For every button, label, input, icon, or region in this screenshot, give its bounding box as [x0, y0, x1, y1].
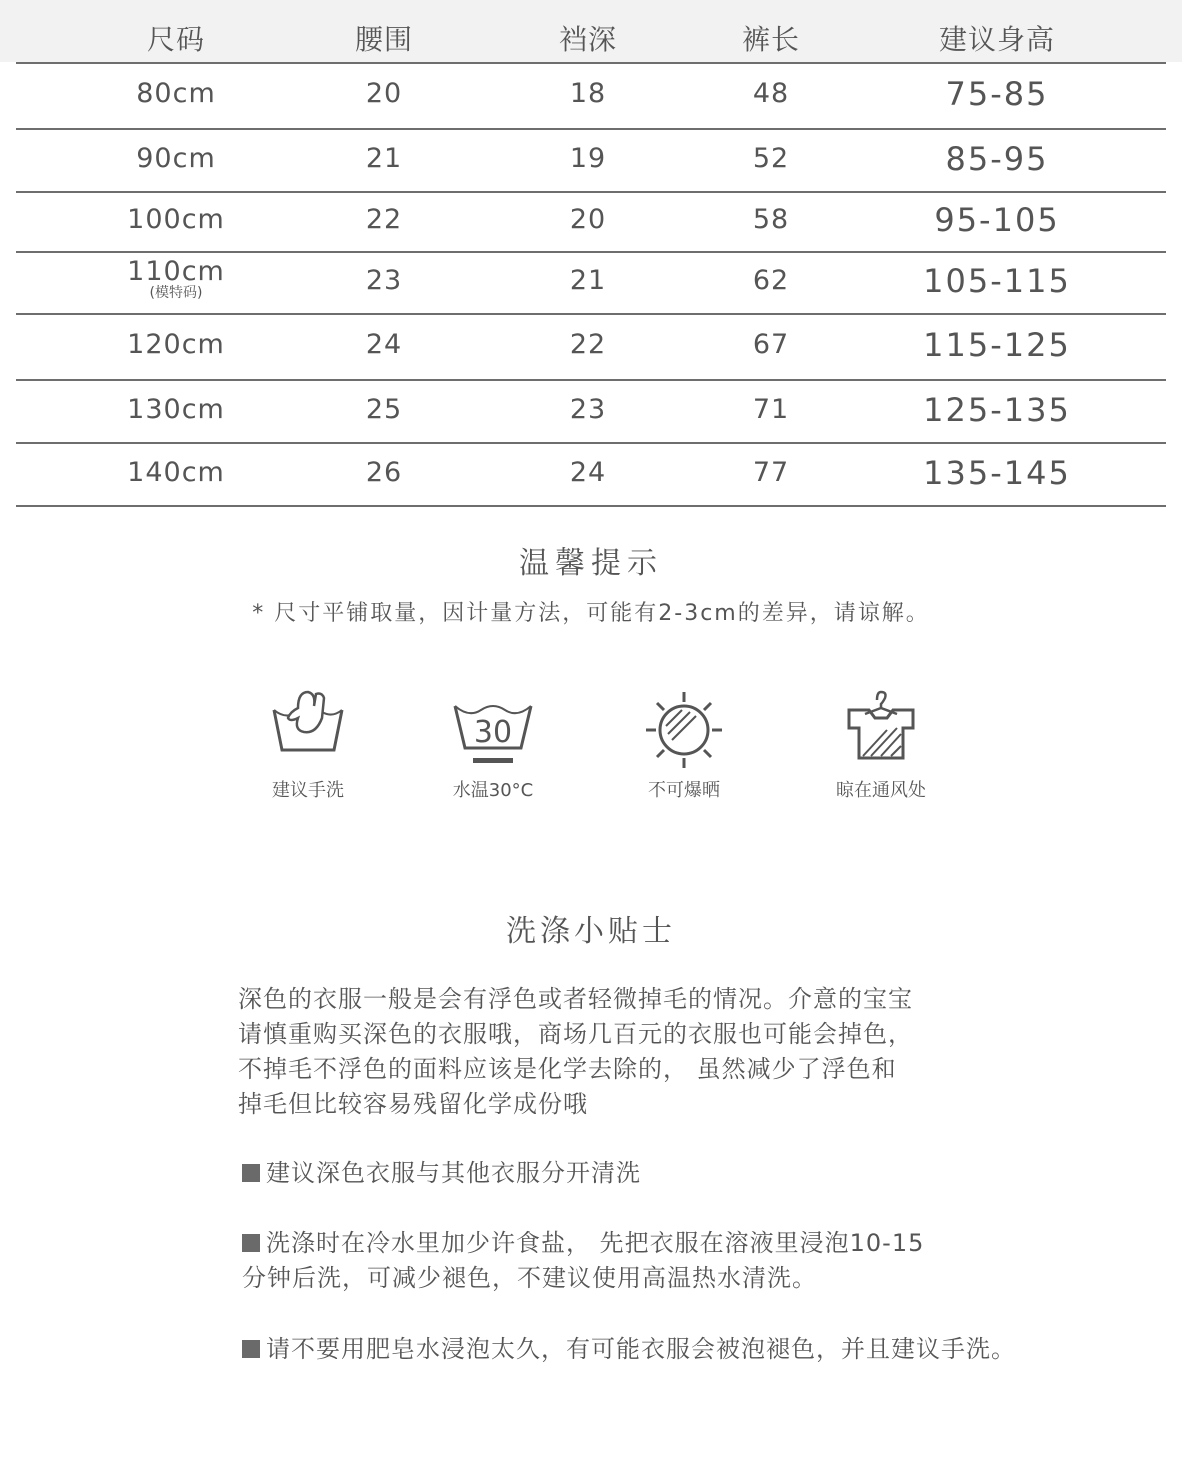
care-item-water-temp — [428, 688, 558, 808]
no-sun-dry-icon — [642, 688, 726, 772]
tips-title: 温馨提示 — [519, 546, 663, 581]
hang-dry-label: 晾在通风处 — [836, 780, 926, 801]
header-size: 尺码 — [146, 23, 206, 56]
cell-waist: 26 — [365, 456, 403, 488]
bullet-square-icon — [242, 1164, 260, 1182]
hand-wash-icon — [268, 688, 348, 758]
cell-rise: 24 — [569, 456, 607, 488]
washing-tip-2 — [242, 1226, 924, 1296]
table-rule — [16, 251, 1166, 253]
cell-waist: 23 — [365, 265, 403, 297]
size-value: 110cm — [127, 256, 225, 287]
cell-size: 130cm — [127, 393, 225, 425]
cell-rise: 19 — [569, 142, 607, 174]
washing-intro — [238, 982, 913, 1122]
cell-rise: 22 — [569, 329, 607, 361]
cell-size: 140cm — [127, 456, 225, 488]
care-item-hand-wash — [243, 688, 373, 808]
bullet-square-icon — [242, 1340, 260, 1358]
cell-rise: 23 — [569, 393, 607, 425]
cell-rise: 21 — [569, 265, 607, 297]
model-size-note: (模特码) — [149, 285, 203, 301]
cell-height: 95-105 — [934, 201, 1060, 240]
cell-length: 48 — [752, 78, 790, 110]
no-sun-label: 不可爆晒 — [648, 780, 720, 801]
water-temp-icon — [451, 688, 535, 768]
care-item-no-sun — [619, 688, 749, 808]
intro-line: 请慎重购买深色的衣服哦，商场几百元的衣服也可能会掉色， — [238, 1020, 913, 1048]
intro-line: 掉毛但比较容易残留化学成份哦 — [238, 1090, 588, 1118]
cell-size: 120cm — [127, 329, 225, 361]
tip-text-cont: 分钟后洗，可减少褪色，不建议使用高温热水清洗。 — [242, 1264, 817, 1292]
cell-size: 80cm — [136, 78, 216, 110]
cell-rise: 20 — [569, 204, 607, 236]
washing-title: 洗涤小贴士 — [506, 914, 676, 949]
washing-tip-3 — [242, 1332, 1016, 1367]
tips-note: * 尺寸平铺取量，因计量方法，可能有2-3cm的差异，请谅解。 — [252, 601, 930, 626]
cell-height: 85-95 — [945, 139, 1049, 178]
washing-tip-1 — [242, 1156, 641, 1191]
cell-height: 75-85 — [945, 75, 1049, 114]
bullet-square-icon — [242, 1234, 260, 1252]
cell-height: 105-115 — [923, 262, 1071, 301]
cell-waist: 21 — [365, 142, 403, 174]
cell-size — [127, 258, 225, 300]
table-rule — [16, 62, 1166, 64]
care-item-hang-dry — [816, 688, 946, 808]
header-waist: 腰围 — [354, 23, 414, 56]
table-rule — [16, 442, 1166, 444]
cell-length: 71 — [752, 393, 790, 425]
cell-height: 115-125 — [923, 326, 1071, 365]
cell-waist: 25 — [365, 393, 403, 425]
cell-size: 90cm — [136, 142, 216, 174]
tip-text: 建议深色衣服与其他衣服分开清洗 — [266, 1159, 641, 1187]
header-height: 建议身高 — [938, 23, 1056, 56]
cell-length: 58 — [752, 204, 790, 236]
header-length: 裤长 — [741, 23, 801, 56]
water-temp-label: 水温30°C — [452, 780, 534, 801]
intro-line: 深色的衣服一般是会有浮色或者轻微掉毛的情况。介意的宝宝 — [238, 985, 913, 1013]
cell-length: 52 — [752, 142, 790, 174]
cell-waist: 24 — [365, 329, 403, 361]
header-rise: 裆深 — [558, 23, 618, 56]
table-rule — [16, 191, 1166, 193]
intro-line: 不掉毛不浮色的面料应该是化学去除的， 虽然减少了浮色和 — [238, 1055, 897, 1083]
cell-length: 62 — [752, 265, 790, 297]
tip-text: 请不要用肥皂水浸泡太久，有可能衣服会被泡褪色，并且建议手洗。 — [266, 1335, 1016, 1363]
table-rule — [16, 128, 1166, 130]
cell-size: 100cm — [127, 204, 225, 236]
cell-rise: 18 — [569, 78, 607, 110]
cell-length: 77 — [752, 456, 790, 488]
cell-height: 135-145 — [923, 453, 1071, 492]
tip-text: 洗涤时在冷水里加少许食盐， 先把衣服在溶液里浸泡10-15 — [266, 1229, 925, 1257]
table-rule — [16, 379, 1166, 381]
cell-length: 67 — [752, 329, 790, 361]
svg-text:30: 30 — [473, 715, 513, 750]
cell-height: 125-135 — [923, 390, 1071, 429]
hang-dry-icon — [841, 688, 921, 762]
table-rule — [16, 505, 1166, 507]
cell-waist: 22 — [365, 204, 403, 236]
cell-waist: 20 — [365, 78, 403, 110]
hand-wash-label: 建议手洗 — [272, 780, 344, 801]
table-rule — [16, 313, 1166, 315]
